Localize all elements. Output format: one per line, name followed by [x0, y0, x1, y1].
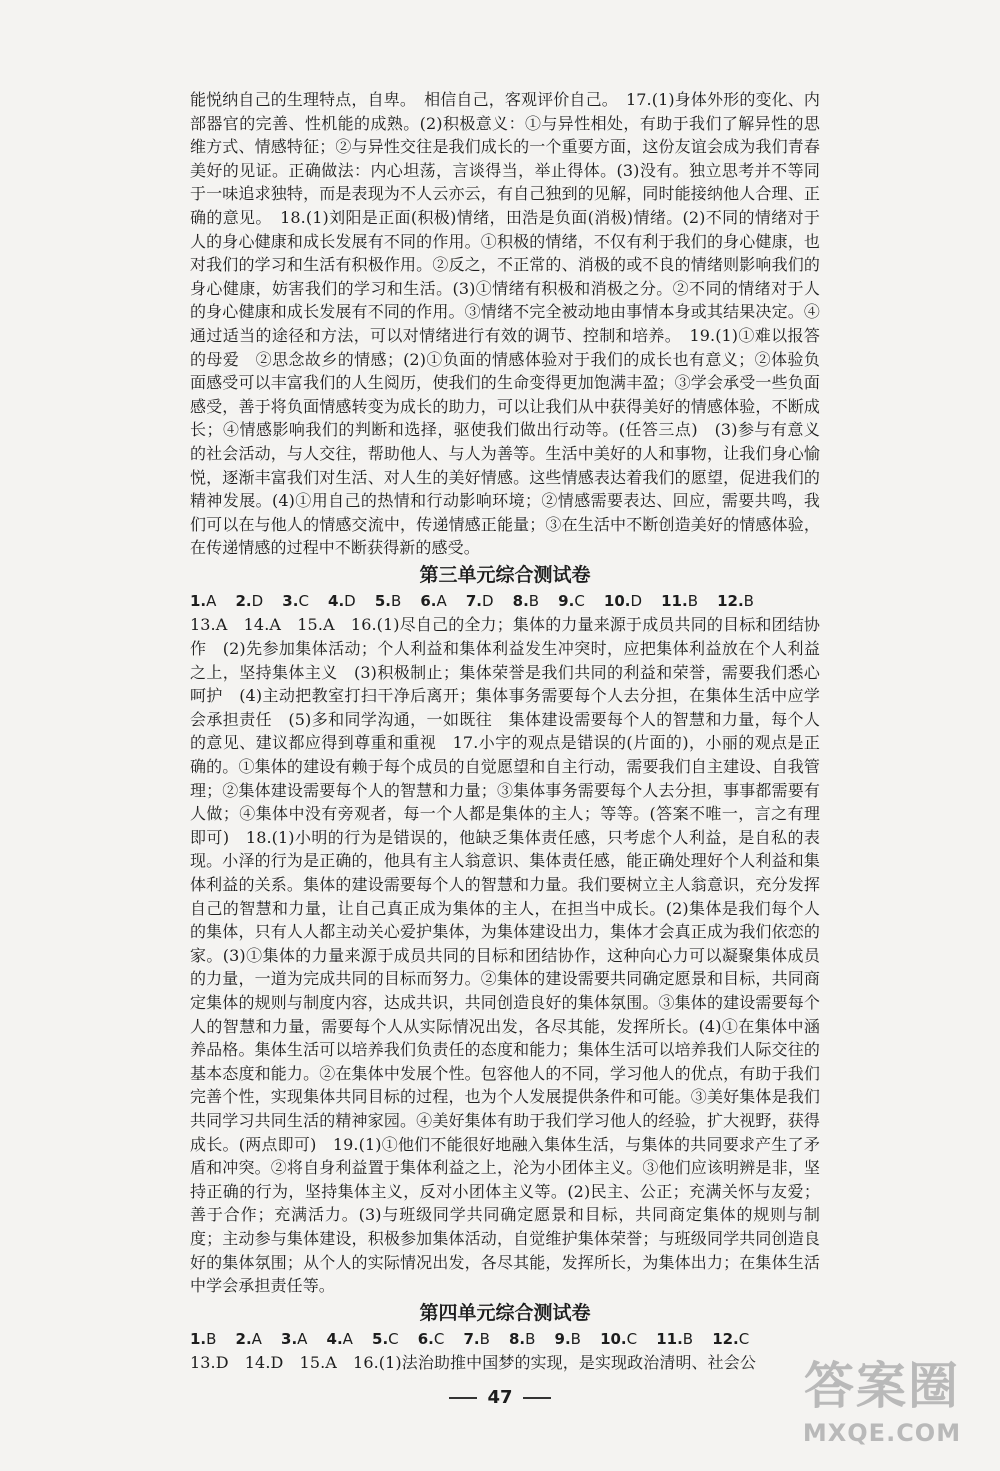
q-ans: B	[682, 1329, 694, 1348]
q-ans: A	[297, 1329, 308, 1348]
q-ans: A	[342, 1329, 353, 1348]
q-ans: B	[528, 591, 540, 610]
q-num: 4.	[326, 1329, 343, 1348]
q-num: 2.	[235, 1329, 252, 1348]
q-num: 9.	[554, 1329, 571, 1348]
q-ans: D	[630, 591, 643, 610]
choice-answers-unit4	[190, 1327, 820, 1352]
answer-block-unit4: 13.D 14.D 15.A 16.(1)法治助推中国梦的实现，是实现政治清明、社会公	[190, 1353, 756, 1373]
answer-block-unit2: 能悦纳自己的生理特点，自卑。 相信自己，客观评价自己。 17.(1)身体外形的变化、内部器官的完善、性机能的成熟。(2)积极意义：①与异性相处，有助于我们了解异性的思维方式、情感特征；②与异性交往是我们成长的一个重要方面，这份友谊会成为我们青春美好的见证。正确做法：内心坦荡，言谈得当，举止得体。(3)没有。独立思考并不等同于一味追求独特，而是表现为不人云亦云，有自己独到的见解，同时能接纳他人合理、正确的意见。 18.(1)刘阳是正面(积极)情绪，田浩是负面(消极)情绪。(2)不同的情绪对于人的身心健康和成长发展有不同的作用。①积极的情绪，不仅有利于我们的身心健康，也对我们的学习和生活有积极作用。②反之，不正常的、消极的或不良的情绪则影响我们的身心健康，妨害我们的学习和生活。(3)①情绪有积极和消极之分。②不同的情绪对于人的身心健康和成长发展有不同的作用。③情绪不完全被动地由事情本身或其结果决定。④通过适当的途径和方法，可以对情绪进行有效的调节、控制和培养。 19.(1)①难以报答的母爱 ②思念故乡的情感；(2)①负面的情感体验对于我们的成长也有意义；②体验负面感受可以丰富我们的人生阅历，使我们的生命变得更加饱满丰盈；③学会承受一些负面感受，善于将负面情感转变为成长的助力，可以让我们从中获得美好的情感体验，不断成长；④情感影响我们的判断和选择，驱使我们做出行动等。(任答三点) (3)参与有意义的社会活动，与人交往，帮助他人、与人为善等。生活中美好的人和事物，让我们身心愉悦，逐渐丰富我们对生活、对人生的美好情感。这些情感表达着我们的愿望，促进我们的精神发展。(4)①用自己的热情和行动影响环境；②情感需要表达、回应，需要共鸣，我们可以在与他人的情感交流中，传递情感正能量；③在生活中不断创造美好的情感体验，在传递情感的过程中不断获得新的感受。	[190, 90, 820, 558]
page-number-text: 47	[487, 1387, 513, 1408]
watermark-logo: 答案圈	[804, 1357, 960, 1415]
q-ans: B	[525, 1329, 536, 1348]
q-num: 5.	[372, 1329, 389, 1348]
q-ans: D	[344, 591, 356, 610]
q-ans: C	[433, 1329, 445, 1348]
q-num: 5.	[374, 591, 391, 610]
q-num: 12.	[712, 1329, 739, 1348]
watermark-url: MXQE.COM	[802, 1419, 962, 1447]
q-ans: B	[206, 1329, 217, 1348]
q-ans: C	[388, 1329, 399, 1348]
q-num: 3.	[281, 1329, 298, 1348]
q-ans: A	[251, 1329, 262, 1348]
choice-answers-unit3	[190, 589, 820, 614]
q-num: 8.	[509, 1329, 526, 1348]
q-num: 10.	[600, 1329, 627, 1348]
q-num: 8.	[512, 591, 529, 610]
dash-right	[523, 1397, 551, 1399]
section-title-unit4: 第四单元综合测试卷	[419, 1301, 591, 1324]
q-num: 7.	[463, 1329, 480, 1348]
q-ans: C	[738, 1329, 750, 1348]
q-num: 6.	[417, 1329, 434, 1348]
q-num: 2.	[235, 591, 252, 610]
section-title-unit3: 第三单元综合测试卷	[419, 563, 591, 586]
q-num: 1.	[190, 1329, 207, 1348]
q-num: 10.	[603, 591, 631, 610]
q-num: 11.	[661, 591, 688, 610]
answer-page	[190, 88, 820, 1375]
q-num: 4.	[328, 591, 345, 610]
q-num: 6.	[420, 591, 437, 610]
q-num: 12.	[717, 591, 744, 610]
answer-block-unit3: 13.A 14.A 15.A 16.(1)尽自己的全力；集体的力量来源于成员共同的目标和团结协作 (2)先参加集体活动；个人利益和集体利益发生冲突时，应把集体利益放在个人利益之上，坚持集体主义 (3)积极制止；集体荣誉是我们共同的利益和荣誉，需要我们悉心呵护 (4)主动把教室打扫干净后离开；集体事务需要每个人去分担，在集体生活中应学会承担责任 (5)多和同学沟通，一如既往 集体建设需要每个人的智慧和力量，每个人的意见、建议都应得到尊重和重视 17.小宇的观点是错误的(片面的)，小丽的观点是正确的。①集体的建设有赖于每个成员的自觉愿望和自主行动，需要我们自主建设、自我管理；②集体建设需要每个人的智慧和力量；③集体事务需要每个人去分担，事事都需要有人做；④集体中没有旁观者，每一个人都是集体的主人；等等。(答案不唯一，言之有理即可) 18.(1)小明的行为是错误的，他缺乏集体责任感，只考虑个人利益，是自私的表现。小泽的行为是正确的，他具有主人翁意识、集体责任感，能正确处理好个人利益和集体利益的关系。集体的建设需要每个人的智慧和力量。我们要树立主人翁意识，充分发挥自己的智慧和力量，让自己真正成为集体的主人，在担当中成长。(2)集体是我们每个人的集体，只有人人都主动关心爱护集体，为集体建设出力，集体才会真正成为我们依恋的家。(3)①集体的力量来源于成员共同的目标和团结协作，这种向心力可以凝聚集体成员的力量，一道为完成共同的目标而努力。②集体的建设需要共同确定愿景和目标，共同商定集体的规则与制度内容，达成共识，共同创造良好的集体氛围。③集体的建设需要每个人的智慧和力量，需要每个人从实际情况出发，各尽其能，发挥所长。(4)①在集体中涵养品格。集体生活可以培养我们负责任的态度和能力；集体生活可以培养我们人际交往的基本态度和能力。②在集体中发展个性。包容他人的不同，学习他人的优点，有助于我们完善个性，实现集体共同目标的过程，也为个人发展提供条件和可能。③美好集体是我们共同学习共同生活的精神家园。④美好集体有助于我们学习他人的经验，扩大视野，获得成长。(两点即可) 19.(1)①他们不能很好地融入集体生活，与集体的共同要求产生了矛盾和冲突。②将自身利益置于集体利益之上，沦为小团体主义。③他们应该明辨是非，坚持正确的行为，坚持集体主义，反对小团体主义等。(2)民主、公正；充满关怀与友爱；善于合作；充满活力。(3)与班级同学共同确定愿景和目标，共同商定集体的规则与制度；主动参与集体建设，积极参加集体活动，自觉维护集体荣誉；与班级同学共同创造良好的集体氛围；从个人的实际情况出发，各尽其能，发挥所长，为集体出力；在集体生活中学会承担责任等。	[190, 615, 820, 1296]
q-ans: B	[479, 1329, 490, 1348]
q-ans: D	[481, 591, 494, 610]
q-ans: C	[574, 591, 585, 610]
q-ans: C	[298, 591, 309, 610]
q-ans: A	[436, 591, 447, 610]
q-ans: B	[743, 591, 754, 610]
q-ans: B	[687, 591, 698, 610]
q-ans: A	[206, 591, 217, 610]
watermark	[782, 1353, 982, 1463]
q-ans: D	[251, 591, 264, 610]
q-ans: B	[570, 1329, 581, 1348]
q-ans: C	[626, 1329, 638, 1348]
q-num: 1.	[190, 591, 207, 610]
q-num: 11.	[656, 1329, 683, 1348]
q-num: 7.	[465, 591, 482, 610]
q-num: 9.	[558, 591, 575, 610]
dash-left	[449, 1397, 477, 1399]
q-num: 3.	[282, 591, 299, 610]
q-ans: B	[390, 591, 402, 610]
